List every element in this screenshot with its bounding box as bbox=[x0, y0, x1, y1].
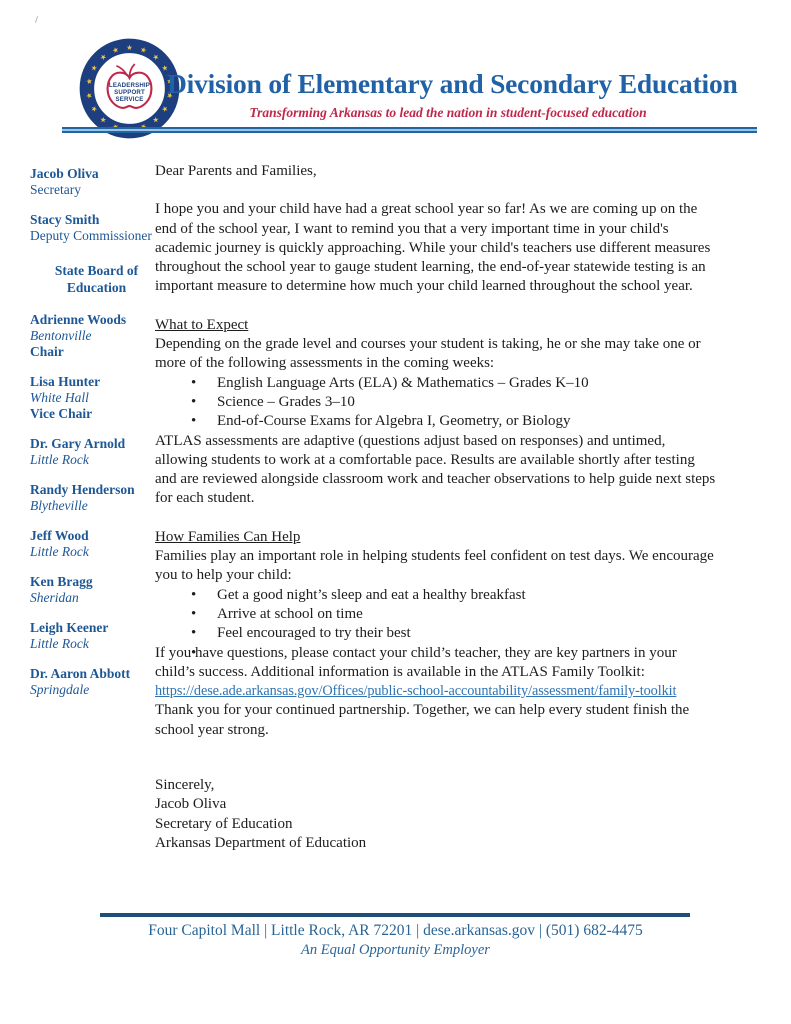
org-tagline: Transforming Arkansas to lead the nation in student-focused education bbox=[249, 105, 647, 120]
help-heading: How Families Can Help bbox=[155, 528, 301, 545]
org-title: Division of Elementary and Secondary Education bbox=[167, 68, 738, 99]
official-role: Deputy Commissioner bbox=[30, 228, 152, 243]
letter-body bbox=[155, 160, 720, 853]
seal-text-line1: LEADERSHIP bbox=[108, 81, 151, 89]
member-city: White Hall bbox=[30, 390, 89, 405]
seal-text-line2: SUPPORT bbox=[114, 88, 145, 96]
thanks-text: Thank you for your continued partnership. Together, we can help every student finish the school year strong. bbox=[155, 702, 690, 738]
how-families-help-section bbox=[155, 528, 720, 740]
salutation: Dear Parents and Families, bbox=[155, 163, 317, 179]
official-role: Secretary bbox=[30, 182, 81, 197]
official-entry bbox=[30, 212, 155, 244]
signature-org: Arkansas Department of Education bbox=[155, 834, 367, 851]
board-member-entry bbox=[30, 620, 155, 652]
official-entry bbox=[30, 166, 155, 198]
member-name: Ken Bragg bbox=[30, 574, 93, 589]
bullet-item: • Get a good night’s sleep and eat a healthy breakfast bbox=[217, 586, 720, 605]
board-member-entry bbox=[30, 482, 155, 514]
questions-block bbox=[155, 644, 720, 740]
header bbox=[167, 68, 738, 121]
member-title: Vice Chair bbox=[30, 406, 93, 421]
member-city: Bentonville bbox=[30, 328, 92, 343]
member-city: Little Rock bbox=[30, 452, 89, 467]
board-member-entry bbox=[30, 436, 155, 468]
expect-intro: Depending on the grade level and courses your student is taking, he or she may take one or more of the following assessments in the coming weeks: bbox=[155, 336, 701, 372]
family-toolkit-link[interactable]: https://dese.ade.arkansas.gov/Offices/public-school-accountability/assessment/family-toolkit bbox=[155, 683, 677, 700]
member-title: Chair bbox=[30, 344, 64, 359]
bullet-item: • End-of-Course Exams for Algebra I, Geometry, or Biology bbox=[217, 412, 720, 431]
member-city: Springdale bbox=[30, 682, 90, 697]
bullet-item: • English Language Arts (ELA) & Mathematics – Grades K–10 bbox=[217, 374, 720, 393]
expect-bullet-list bbox=[155, 374, 720, 432]
member-city: Blytheville bbox=[30, 498, 88, 513]
footer-eoe: An Equal Opportunity Employer bbox=[301, 942, 490, 958]
member-name: Randy Henderson bbox=[30, 482, 135, 497]
officials-list bbox=[30, 166, 155, 244]
footer-contact: Four Capitol Mall | Little Rock, AR 72201 | dese.arkansas.gov | (501) 682-4475 bbox=[148, 922, 643, 939]
member-name: Dr. Aaron Abbott bbox=[30, 666, 131, 681]
signature-title: Secretary of Education bbox=[155, 815, 293, 832]
member-name: Dr. Gary Arnold bbox=[30, 436, 126, 451]
member-name: Adrienne Woods bbox=[30, 312, 127, 327]
board-member-entry bbox=[30, 666, 155, 698]
board-member-entry bbox=[30, 374, 155, 422]
member-name: Jeff Wood bbox=[30, 528, 89, 543]
member-city: Little Rock bbox=[30, 544, 89, 559]
board-member-entry bbox=[30, 528, 155, 560]
member-name: Leigh Keener bbox=[30, 620, 109, 635]
bullet-item: • Feel encouraged to try their best bbox=[217, 624, 720, 643]
closing-block bbox=[155, 776, 720, 853]
signature-name: Jacob Oliva bbox=[155, 796, 227, 813]
intro-paragraph: I hope you and your child have had a great school year so far! As we are coming up on the end of the school year, I want to remind you that a very important time in your child's academic journey is quickly approaching. While your child's teachers use different measures throughout the school year to gauge student learning, the end-of-year statewide testing is an important measure to determine how much your child learned throughout the school year. bbox=[155, 201, 711, 295]
board-heading: State Board of Education bbox=[54, 263, 139, 295]
help-intro: Families play an important role in helping students feel confident on test days. We encourage you to help your child: bbox=[155, 548, 714, 584]
seal-text-line3: SERVICE bbox=[115, 95, 144, 103]
header-rule bbox=[62, 127, 757, 133]
expect-outro: ATLAS assessments are adaptive (questions adjust based on responses) and untimed, allowing students to work at a comfortable pace. Results are available shortly after testing and are reviewed alongside classroom work and teacher observations to help guide next steps for each student. bbox=[155, 432, 716, 507]
member-city: Sheridan bbox=[30, 590, 79, 605]
closing: Sincerely, bbox=[155, 777, 215, 794]
scan-artifact bbox=[35, 16, 38, 23]
official-name: Jacob Oliva bbox=[30, 166, 99, 181]
bullet-item: • Science – Grades 3–10 bbox=[217, 393, 720, 412]
footer-rule bbox=[100, 913, 690, 917]
board-members-list bbox=[30, 312, 155, 698]
board-member-entry bbox=[30, 312, 155, 360]
officials-sidebar bbox=[30, 160, 155, 853]
main bbox=[30, 160, 730, 853]
expect-heading: What to Expect bbox=[155, 316, 249, 333]
what-to-expect-section bbox=[155, 316, 720, 509]
help-bullet-list bbox=[155, 586, 720, 644]
bullet-item: • Arrive at school on time bbox=[217, 605, 720, 624]
member-name: Lisa Hunter bbox=[30, 374, 101, 389]
member-city: Little Rock bbox=[30, 636, 89, 651]
board-member-entry bbox=[30, 574, 155, 606]
questions-text: If you have questions, please contact your child’s teacher, they are key partners in your child’s success. Additional information is available in the ATLAS Family Toolkit: bbox=[155, 644, 677, 680]
official-name: Stacy Smith bbox=[30, 212, 100, 227]
